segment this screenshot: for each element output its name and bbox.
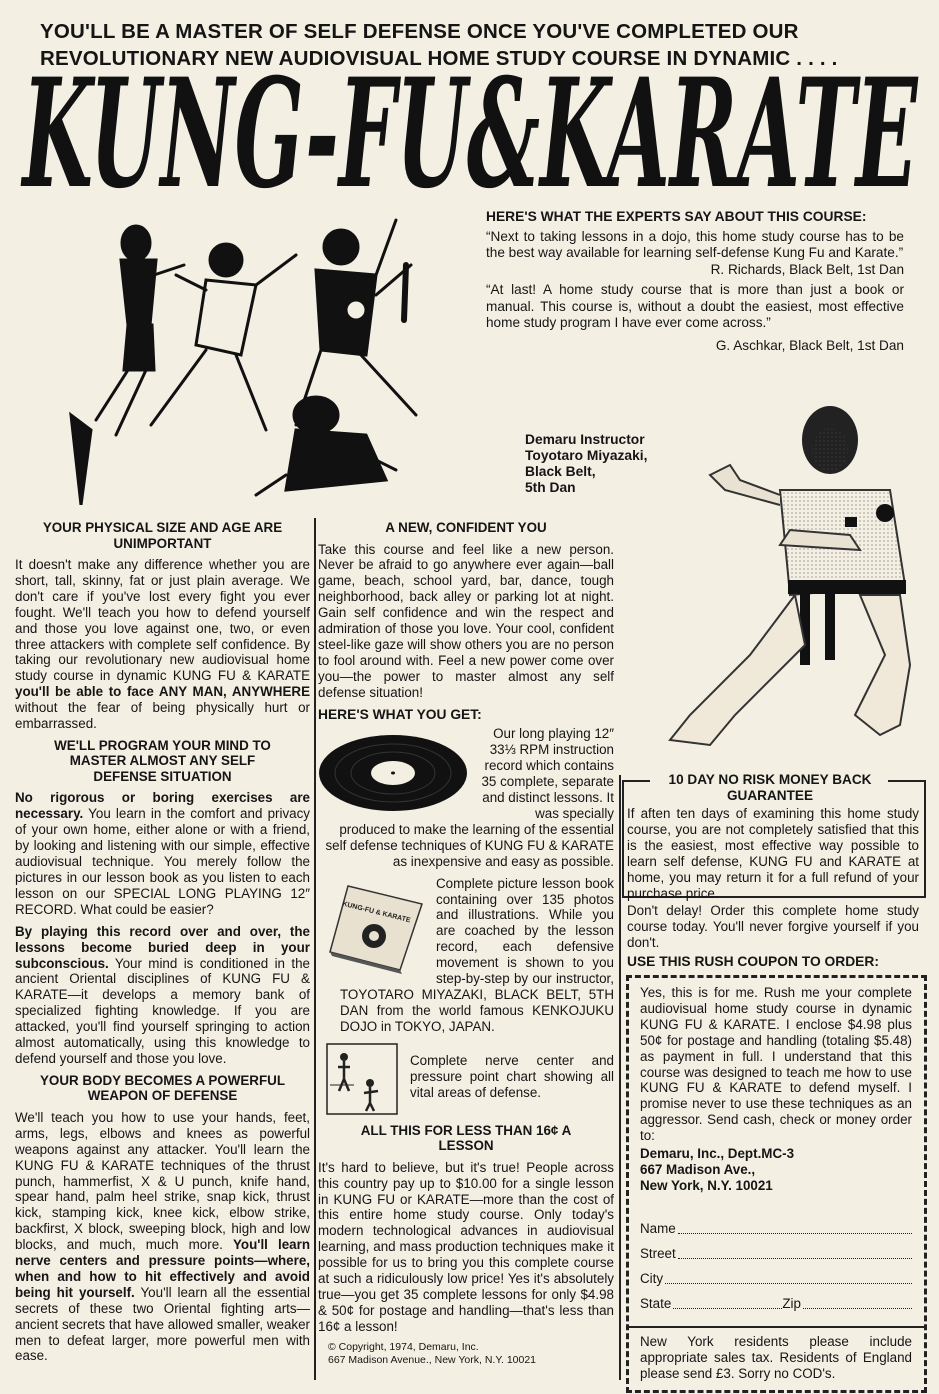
coupon-body	[640, 985, 912, 1382]
city-field[interactable]	[640, 1262, 912, 1287]
text-run: without the fear of being physically hurt or embarrassed.	[15, 700, 310, 732]
chart-item	[318, 1041, 614, 1101]
instructor-line-3: Black Belt,	[525, 464, 596, 479]
street-line[interactable]	[678, 1258, 912, 1259]
tax-note-section	[626, 1326, 926, 1382]
headline-line-1: YOU'LL BE A MASTER OF SELF DEFENSE ONCE YOU'VE COMPLETED OUR	[40, 20, 799, 43]
experts-section	[486, 209, 904, 358]
state-line[interactable]	[673, 1308, 782, 1309]
copyright-line-1: © Copyright, 1974, Demaru, Inc.	[328, 1340, 479, 1353]
city-label: City	[640, 1270, 664, 1286]
text-run-bold: No rigorous or boring exercises are necessary.	[15, 790, 310, 822]
book-cover-title: KUNG-FU & KARATE	[341, 900, 412, 925]
paragraph-confident-you: Take this course and feel like a new person. Never be afraid to go anywhere ever again—ball game, beach, school yard, bar, dance, tough neighborhood, back alley or parking lot at night. Gain self confidence and win the respect and admiration of those you love. Your cool, confident steel-like gaze will show others you are no person to fool around with. Feel a new power come over you—the power to master almost any self defense situation!	[318, 541, 614, 700]
coupon-text: Yes, this is for me. Rush me your complete audiovisual home study course in dynamic KUNG FU & KARATE. I enclose $4.98 plus 50¢ for postage and handling (totaling $5.48) as payment in full. I understand that this course was designed to teach me how to use KUNG FU & KARATE to defend myself. I promise never to use these techniques as an aggressor. Send cash, check or money order to:	[640, 985, 912, 1144]
coupon-address-1: Demaru, Inc., Dept.MC-3	[640, 1146, 795, 1162]
text-run: You learn in the comfort and privacy of your own home, either alone or with a friend, by looking and listening with our simple, effective audiovisual technique. You merely follow the pictures in our lesson book as you listen to each lesson on our SPECIAL LONG PLAYING 12″ RECORD. What could be easier?	[15, 806, 310, 917]
zip-line[interactable]	[803, 1308, 912, 1309]
record-item	[318, 726, 614, 869]
expert-quote-2: “At last! A home study course that is more than just a book or manual. This course is, without a doubt the easiest, most effective home study program I have ever come across.”	[486, 282, 904, 330]
copyright	[318, 1341, 614, 1367]
state-label: State	[640, 1295, 672, 1311]
title-text: KUNG-FU&KARATE	[20, 66, 919, 206]
state-zip-field[interactable]	[640, 1287, 912, 1312]
record-icon	[318, 734, 468, 812]
record-description: Our long playing 12″ 33⅓ RPM instruction record which contains 35 complete, separate and distinct lessons. It was specially produced to make the learning of the essential self defense techniques of KUNG FU & KARATE as inexpensive and easy as possible.	[325, 726, 614, 869]
instructor-line-2: Toyotaro Miyazaki,	[525, 448, 648, 463]
instructor-photo	[630, 395, 930, 765]
lesson-book-icon	[326, 882, 426, 974]
tax-note: New York residents please include appropriate sales tax. Residents of England please send £3. Sorry no COD's.	[640, 1333, 912, 1381]
heading-physical-size: YOUR PHYSICAL SIZE AND AGE ARE UNIMPORTANT	[42, 520, 283, 551]
guarantee-text: If aften ten days of examining this home study course, you are not completely satisfied that this is the easiest, most effective way possible to learn self defense, KUNG FU and KARATE at home, you may return it for a full refund of your purchase price.	[627, 806, 919, 901]
heading-what-you-get: HERE'S WHAT YOU GET:	[318, 706, 482, 722]
text-run: You'll learn all the essential secrets of these two Oriental fighting arts—ancient secrets that have allowed smaller, weaker men to defeat larger, more powerful men with ease.	[15, 1284, 310, 1364]
guarantee-title: 10 DAY NO RISK MONEY BACK GUARANTEE	[668, 772, 872, 803]
guarantee-rule-left	[622, 780, 650, 782]
kung-fu-karate-title	[18, 66, 923, 206]
heading-program-mind: WE'LL PROGRAM YOUR MIND TO MASTER ALMOST ANY SELF DEFENSE SITUATION	[54, 737, 271, 784]
column-rule-left	[314, 518, 316, 1380]
text-run: We'll teach you how to use your hands, feet, arms, legs, elbows and knees as powerful weapons against any attacker. You'll learn the KUNG FU & KARATE techniques of the thrust punch, hammerfist, X & U punch, knife hand, spear hand, palm heel strike, snap kick, thrust kick, stamping kick, knee kick, elbow strike, backfirst, X block, sweeping block, high and low blocks, and much, much more.	[15, 1109, 310, 1253]
street-field[interactable]	[640, 1237, 912, 1262]
expert-attribution-2: G. Aschkar, Black Belt, 1st Dan	[715, 337, 904, 353]
text-run-bold: By playing this record over and over, the lessons become buried deep in your subconscious.	[15, 923, 310, 971]
expert-quote-1: “Next to taking lessons in a dojo, this home study course has to be the best way available for learning self-defense Kung Fu and Karate.”	[486, 228, 904, 260]
street-label: Street	[640, 1245, 676, 1261]
zip-label: Zip	[782, 1295, 801, 1311]
nerve-chart-icon	[326, 1043, 398, 1115]
chart-description: Complete nerve center and pressure point chart showing all vital areas of defense.	[410, 1052, 614, 1100]
paragraph-subconscious	[15, 924, 310, 1067]
expert-attribution-1: R. Richards, Black Belt, 1st Dan	[710, 261, 904, 277]
coupon-address-3: New York, N.Y. 10021	[640, 1177, 773, 1193]
instructor-line-4: 5th Dan	[525, 480, 576, 495]
paragraph-no-exercises	[15, 790, 310, 917]
column-rule-right	[619, 775, 621, 1380]
paragraph-physical-size	[15, 557, 310, 732]
coupon-address-2: 667 Madison Ave.,	[640, 1161, 756, 1177]
name-field[interactable]	[640, 1212, 912, 1237]
heading-confident-you: A NEW, CONFIDENT YOU	[385, 520, 547, 535]
paragraph-price: It's hard to believe, but it's true! People across this country pay up to $10.00 for a single lesson in KUNG FU or KARATE—more than the cost of this entire home study course. Only today's modern technological advances in audiovisual learning, and mass production techniques make it possible for us to bring you this complete course at such a ridiculously low price! Yes it's absolutely true—you get 35 complete lessons for only $4.98 & 50¢ for postage and handling—that's less than 16¢ a lesson!	[318, 1159, 614, 1334]
book-description: Complete picture lesson book containing over 135 photos and illustrations. While you are coached by the lesson record, each defensive movement is shown to you step-by-step by our instructor, TOYOTARO MIYAZAKI, BLACK BELT, 5TH DAN from the world famous KENKOJUKU DOJO in TOKYO, JAPAN.	[340, 875, 614, 1034]
fight-illustration	[66, 205, 488, 505]
text-run: Your mind is conditioned in the ancient Oriental disciplines of KUNG FU & KARATE—it develops a memory bank of specialized fighting knowledge. If you are attacked, you'll find yourself springing to action almost automatically, using this knowledge to defend yourself and those you love.	[15, 955, 310, 1066]
text-run: It doesn't make any difference whether you are short, tall, skinny, fat or just plain average. We don't care if you've lost every fight you ever fought. We'll teach you how to defend yourself and those you love against one, two, or even three attackers with complete self confidence. By taking our revolutionary new audiovisual home study course in dynamic KUNG FU & KARATE	[15, 557, 310, 684]
coupon-heading: USE THIS RUSH COUPON TO ORDER:	[627, 954, 879, 969]
instructor-line-1: Demaru Instructor	[525, 432, 645, 447]
book-item	[318, 876, 614, 1035]
paragraph-techniques	[15, 1110, 310, 1365]
experts-heading: HERE'S WHAT THE EXPERTS SAY ABOUT THIS COURSE:	[486, 209, 867, 224]
column-2	[318, 520, 614, 1367]
guarantee-rule-right	[888, 780, 924, 782]
order-text: Don't delay! Order this complete home study course today. You'll never forgive yourself if you don't.	[627, 903, 919, 950]
text-run-bold: you'll be able to face ANY MAN, ANYWHERE	[15, 684, 310, 700]
city-line[interactable]	[665, 1283, 912, 1284]
copyright-line-2: 667 Madison Avenue., New York, N.Y. 10021	[328, 1353, 537, 1366]
text-run-bold: You'll learn nerve centers and pressure points—where, when and how to hit effectively and avoid being hit yourself.	[15, 1237, 310, 1300]
name-label: Name	[640, 1220, 676, 1236]
headline	[40, 18, 920, 72]
name-line[interactable]	[678, 1233, 912, 1234]
headline-line-2: REVOLUTIONARY NEW AUDIOVISUAL HOME STUDY COURSE IN DYNAMIC . . . .	[40, 47, 838, 70]
column-1	[15, 520, 310, 1370]
heading-body-weapon: YOUR BODY BECOMES A POWERFUL WEAPON OF DEFENSE	[39, 1072, 285, 1104]
heading-less-than-16c: ALL THIS FOR LESS THAN 16¢ A LESSON	[360, 1122, 572, 1154]
